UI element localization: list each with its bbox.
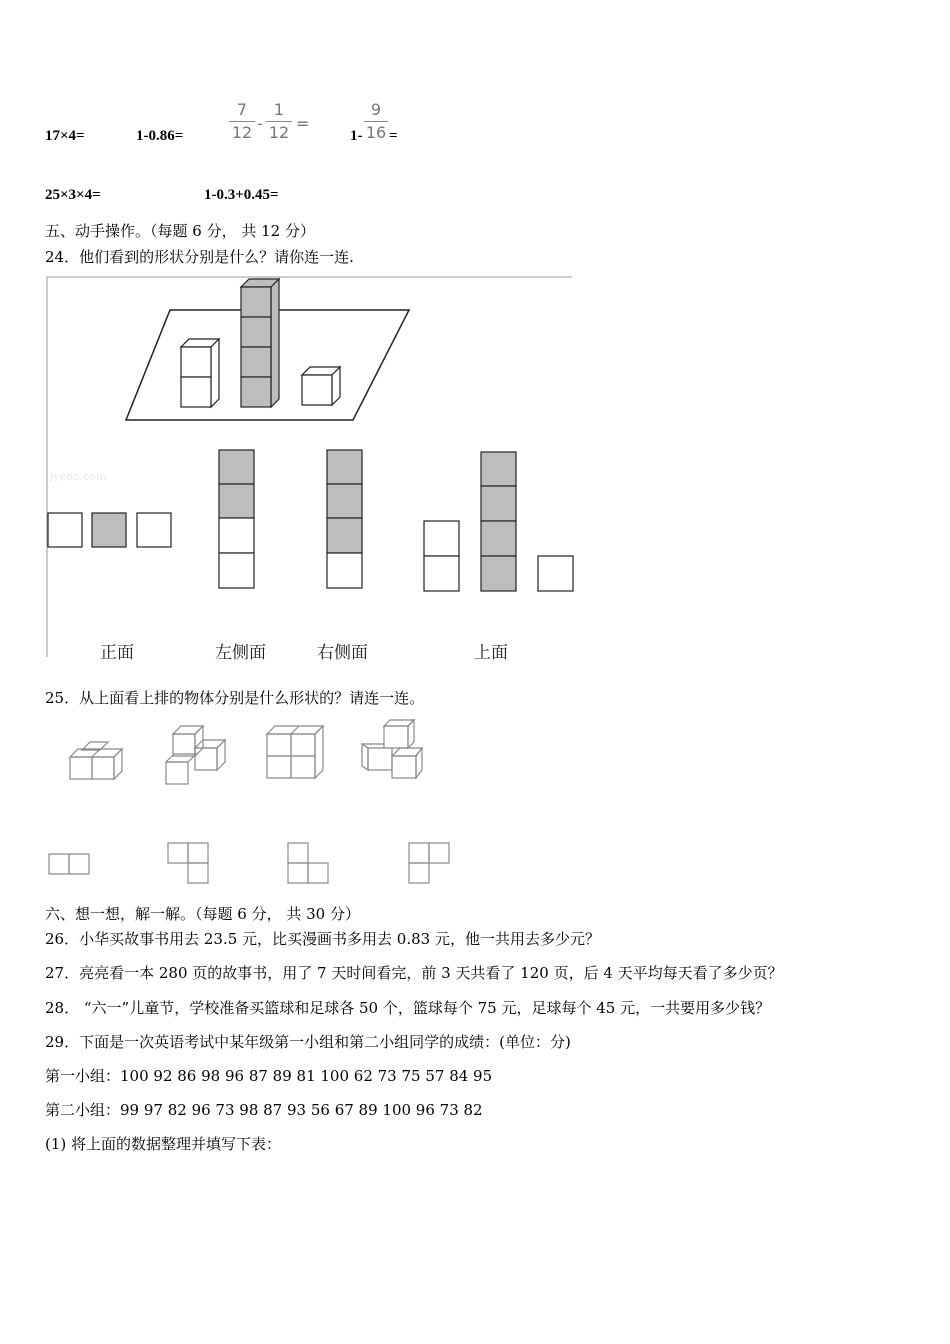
label-top: 上面 bbox=[474, 643, 508, 663]
label-right-side: 右侧面 bbox=[317, 643, 368, 663]
calc-1-0.86: 1-0.86= bbox=[136, 128, 184, 144]
object-4 bbox=[362, 720, 422, 778]
question-29: 29．下面是一次英语考试中某年级第一小组和第二小组同学的成绩：(单位：分) bbox=[45, 1033, 571, 1051]
frac3-numerator: 9 bbox=[370, 100, 382, 119]
view-option-mixed bbox=[424, 452, 573, 591]
view-option-column-b bbox=[327, 450, 362, 588]
top-view-1 bbox=[49, 854, 89, 874]
question-27: 27．亮亮看一本 280 页的故事书，用了 7 天时间看完，前 3 天共看了 120 页，后 4 天平均每天看了多少页？ bbox=[45, 964, 783, 982]
tall-cube-stack bbox=[241, 279, 279, 407]
view-option-column-a bbox=[219, 450, 254, 588]
object-1 bbox=[70, 742, 122, 779]
label-left-side: 左侧面 bbox=[215, 643, 266, 663]
frac1-numerator: 7 bbox=[236, 100, 248, 119]
view-option-row bbox=[48, 513, 171, 547]
frac3-denominator: 16 bbox=[365, 123, 387, 142]
frac2-denominator: 12 bbox=[268, 123, 290, 142]
top-view-2 bbox=[168, 843, 208, 883]
equals-sign: = bbox=[296, 114, 310, 133]
group-2-scores: 第二小组：99 97 82 96 73 98 87 93 56 67 89 100 96 73 82 bbox=[45, 1101, 483, 1119]
q25-figure bbox=[0, 700, 950, 900]
object-2 bbox=[166, 726, 225, 784]
top-view-3 bbox=[288, 843, 328, 883]
one-minus: 1- bbox=[350, 128, 363, 144]
calc-17x4: 17×4= bbox=[45, 128, 85, 144]
label-front: 正面 bbox=[100, 643, 134, 663]
frac1-denominator: 12 bbox=[231, 123, 253, 142]
object-3 bbox=[267, 726, 323, 778]
question-26: 26．小华买故事书用去 23.5 元，比买漫画书多用去 0.83 元，他一共用去多少元？ bbox=[45, 930, 600, 948]
top-view-4 bbox=[409, 843, 449, 883]
question-25-text: 25．从上面看上排的物体分别是什么形状的？请连一连。 bbox=[45, 689, 425, 707]
single-cube bbox=[302, 367, 340, 405]
calc-25x3x4: 25×3×4= bbox=[45, 187, 101, 203]
question-24-text: 24．他们看到的形状分别是什么？请你连一连. bbox=[45, 248, 354, 266]
watermark: jyeoo.com bbox=[50, 470, 107, 483]
group-1-scores: 第一小组：100 92 86 98 96 87 89 81 100 62 73 75 57 84 95 bbox=[45, 1067, 493, 1085]
calc-1-0.3+0.45: 1-0.3+0.45= bbox=[204, 187, 279, 203]
equals-sign-2: = bbox=[389, 128, 398, 144]
section-6-title: 六、想一想，解一解。（每题 6 分， 共 30 分） bbox=[45, 905, 360, 923]
question-29-part-1: (1) 将上面的数据整理并填写下表： bbox=[45, 1135, 282, 1153]
frac2-numerator: 1 bbox=[273, 100, 285, 119]
left-cube-stack bbox=[181, 339, 219, 407]
minus-sign: - bbox=[257, 114, 263, 133]
question-28: 28． “六一”儿童节，学校准备买篮球和足球各 50 个，篮球每个 75 元，足球每个 45 元，一共要用多少钱？ bbox=[45, 999, 771, 1017]
section-5-title: 五、动手操作。（每题 6 分， 共 12 分） bbox=[45, 222, 315, 240]
